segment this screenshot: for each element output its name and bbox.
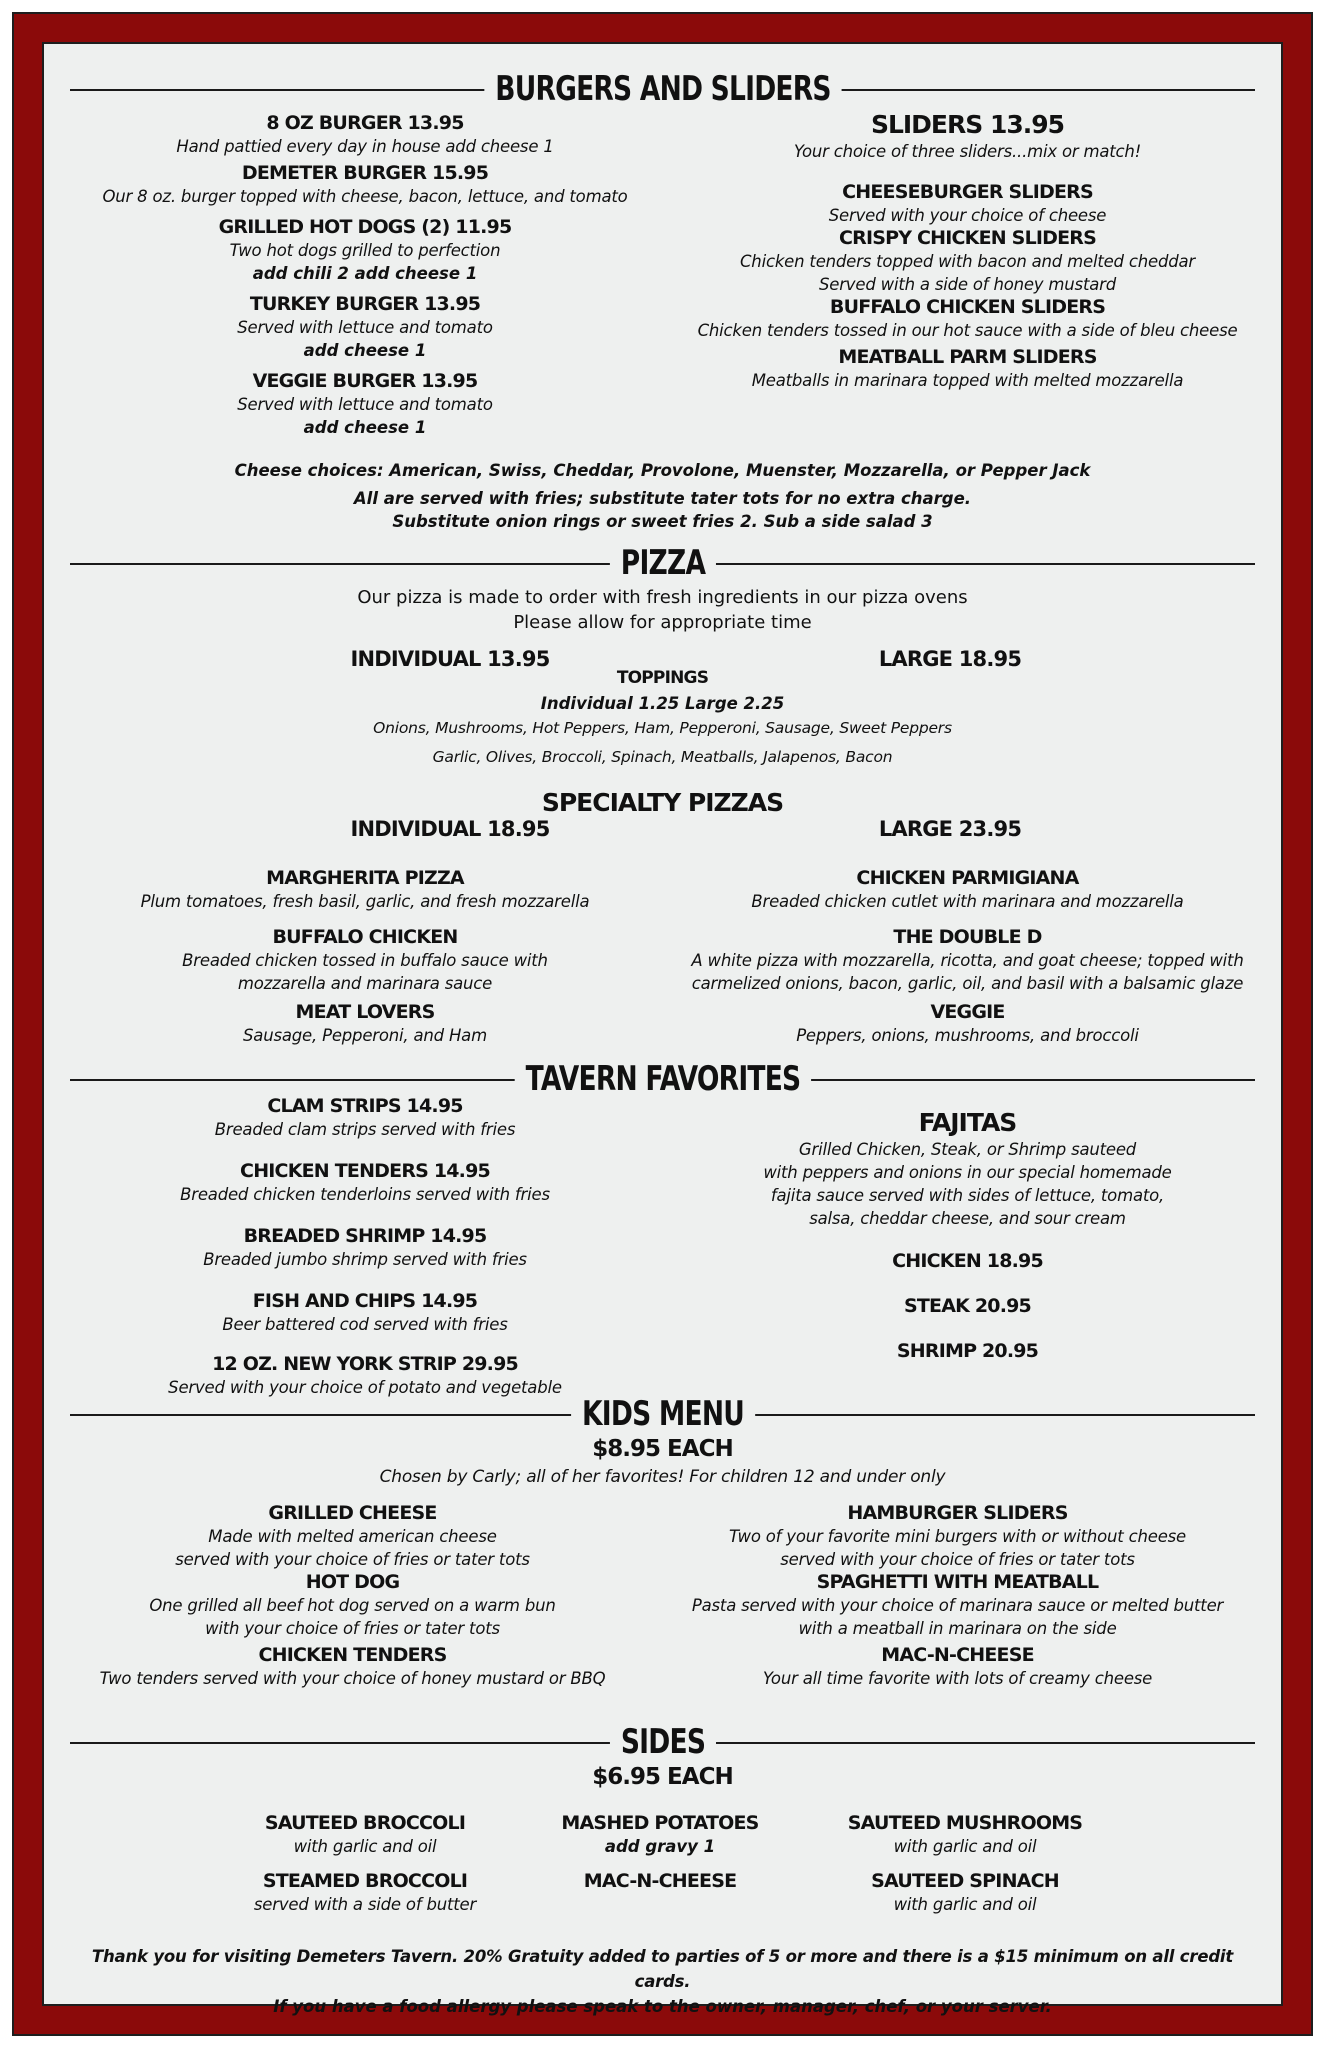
price-label: INDIVIDUAL 18.95 [350, 817, 550, 841]
item-desc: Two hot dogs grilled to perfection [229, 241, 501, 260]
specialty-individual-price [300, 818, 600, 841]
section-burgers-header [70, 64, 1255, 114]
item-desc: Served with your choice of potato and vegetable [168, 1378, 562, 1397]
item-desc: A white pizza with mozzarella, ricotta, and goat cheese; topped with [691, 951, 1244, 970]
price-label: INDIVIDUAL 13.95 [350, 647, 550, 671]
footer [62, 1944, 1263, 2019]
item-name: TURKEY BURGER 13.95 [249, 293, 481, 315]
item-name: SPAGHETTI WITH MEATBALL [816, 1571, 1099, 1593]
item-name: MAC-N-CHEESE [583, 1870, 737, 1892]
sliders-subtitle: Your choice of three sliders...mix or match! [793, 142, 1142, 161]
item-desc: Your all time favorite with lots of creamy cheese [762, 1669, 1153, 1688]
item-name: STEAMED BROCCOLI [262, 1870, 468, 1892]
item-desc: Two tenders served with your choice of honey mustard or BBQ [99, 1669, 606, 1688]
item-name: FISH AND CHIPS 14.95 [252, 1290, 478, 1312]
fajitas-column [680, 1108, 1255, 1363]
item-desc: mozzarella and marinara sauce [237, 974, 493, 993]
item-desc: Made with melted american cheese [208, 1527, 497, 1546]
item-desc: Two of your favorite mini burgers with or without cheese [728, 1527, 1186, 1546]
specialty-right-column [680, 867, 1255, 1047]
item-name: VEGGIE [930, 1001, 1005, 1023]
item-desc: Meatballs in marinara topped with melted mozzarella [751, 371, 1184, 390]
section-kids-header [70, 1389, 1255, 1439]
sides-column-3 [800, 1812, 1130, 1916]
section-title: PIZZA [609, 543, 715, 583]
item-desc: with a meatball in marinara on the side [798, 1619, 1117, 1638]
cheese-choices: Cheese choices: American, Swiss, Cheddar, Provolone, Muenster, Mozzarella, or Pepper Jack [234, 461, 1091, 480]
item-name: HAMBURGER SLIDERS [847, 1502, 1068, 1524]
item-name: MEATBALL PARM SLIDERS [838, 346, 1097, 368]
kids-intro [70, 1435, 1255, 1489]
item-addon: add cheese 1 [303, 418, 427, 437]
specialty-large-price [800, 818, 1100, 841]
item-desc: served with a side of butter [253, 1895, 477, 1914]
fajitas-desc: salsa, cheddar cheese, and sour cream [809, 1209, 1126, 1228]
item-name: 12 OZ. NEW YORK STRIP 29.95 [212, 1353, 518, 1375]
item-name: MAC-N-CHEESE [881, 1644, 1034, 1666]
item-name: MASHED POTATOES [561, 1812, 759, 1834]
substitute-note: Substitute onion rings or sweet fries 2. Sub a side salad 3 [392, 512, 933, 531]
item-name: CHICKEN TENDERS [258, 1644, 447, 1666]
fajitas-price: CHICKEN 18.95 [892, 1250, 1043, 1272]
burgers-notes [70, 459, 1255, 533]
burgers-left-column [80, 112, 650, 439]
item-desc: Hand pattied every day in house add cheese 1 [176, 137, 554, 156]
item-desc: Served with your choice of cheese [828, 206, 1107, 225]
sliders-heading: SLIDERS 13.95 [870, 110, 1065, 139]
section-title: BURGERS AND SLIDERS [484, 69, 841, 109]
fajitas-title: FAJITAS [918, 1108, 1017, 1137]
footer-line: Thank you for visiting Demeters Tavern. 20% Gratuity added to parties of 5 or more and there is a $15 minimum on all credit cards. [91, 1947, 1234, 1991]
item-name: MEAT LOVERS [295, 1001, 435, 1023]
fajitas-desc: Grilled Chicken, Steak, or Shrimp sauteed [798, 1140, 1137, 1159]
kids-right-column [680, 1502, 1235, 1690]
item-name: CHICKEN TENDERS 14.95 [240, 1160, 490, 1182]
item-name: GRILLED CHEESE [268, 1502, 437, 1524]
item-desc: Breaded chicken cutlet with marinara and mozzarella [751, 892, 1184, 911]
item-desc: carmelized onions, bacon, garlic, oil, and basil with a balsamic glaze [691, 974, 1244, 993]
item-desc: Plum tomatoes, fresh basil, garlic, and fresh mozzarella [140, 892, 590, 911]
kids-left-column [80, 1502, 625, 1690]
item-name: BUFFALO CHICKEN [272, 926, 458, 948]
sides-price: $6.95 EACH [592, 1764, 733, 1790]
item-name: SAUTEED BROCCOLI [264, 1812, 466, 1834]
item-desc: One grilled all beef hot dog served on a warm bun [149, 1596, 556, 1615]
fajitas-price: STEAK 20.95 [904, 1295, 1031, 1317]
sliders-right-column [690, 110, 1245, 392]
item-desc: Beer battered cod served with fries [222, 1315, 508, 1334]
item-desc: with your choice of fries or tater tots [205, 1619, 500, 1638]
fajitas-price: SHRIMP 20.95 [896, 1340, 1039, 1362]
item-desc: served with your choice of fries or tater tots [780, 1550, 1135, 1569]
item-desc: with garlic and oil [893, 1837, 1037, 1856]
toppings-prices: Individual 1.25 Large 2.25 [540, 694, 785, 713]
pizza-intro-line: Our pizza is made to order with fresh ingredients in our pizza ovens [357, 587, 968, 608]
item-addon: add chili 2 add cheese 1 [252, 264, 478, 283]
item-name: VEGGIE BURGER 13.95 [252, 370, 478, 392]
toppings-list: Onions, Mushrooms, Hot Peppers, Ham, Pepperoni, Sausage, Sweet Peppers [373, 719, 952, 737]
item-desc: with garlic and oil [893, 1895, 1037, 1914]
section-title: TAVERN FAVORITES [514, 1059, 811, 1099]
item-desc: served with your choice of fries or tater tots [175, 1550, 530, 1569]
item-desc: Chicken tenders topped with bacon and melted cheddar [739, 252, 1196, 271]
item-addon: add gravy 1 [604, 1837, 716, 1856]
price-label: LARGE 18.95 [878, 647, 1022, 671]
pizza-intro [70, 585, 1255, 635]
pizza-intro-line: Please allow for appropriate time [513, 612, 812, 633]
tavern-left-column [80, 1095, 650, 1399]
item-desc: Peppers, onions, mushrooms, and broccoli [796, 1026, 1139, 1045]
item-desc: Served with lettuce and tomato [237, 318, 493, 337]
item-addon: add cheese 1 [303, 341, 427, 360]
specialty-left-column [80, 867, 650, 1047]
item-name: THE DOUBLE D [893, 926, 1042, 948]
sides-column-2 [495, 1812, 825, 1893]
item-name: BUFFALO CHICKEN SLIDERS [829, 296, 1106, 318]
item-name: 8 OZ BURGER 13.95 [266, 112, 464, 134]
item-desc: Chicken tenders tossed in our hot sauce with a side of bleu cheese [697, 321, 1238, 340]
sides-price-block [70, 1763, 1255, 1791]
kids-price: $8.95 EACH [592, 1436, 733, 1462]
item-desc: Our 8 oz. burger topped with cheese, bacon, lettuce, and tomato [102, 187, 628, 206]
fajitas-desc: fajita sauce served with sides of lettuce, tomato, [770, 1186, 1165, 1205]
item-name: CHEESEBURGER SLIDERS [842, 181, 1093, 203]
fajitas-desc: with peppers and onions in our special homemade [763, 1163, 1172, 1182]
sides-column-1 [200, 1812, 530, 1916]
toppings-label: TOPPINGS [616, 668, 709, 688]
item-name: SAUTEED MUSHROOMS [847, 1812, 1083, 1834]
pizza-toppings [70, 667, 1255, 769]
toppings-list: Garlic, Olives, Broccoli, Spinach, Meatballs, Jalapenos, Bacon [432, 748, 893, 766]
footer-line: If you have a food allergy please speak to the owner, manager, chef, or your server. [273, 1997, 1052, 2016]
item-desc: Served with lettuce and tomato [237, 395, 493, 414]
item-desc: with garlic and oil [293, 1837, 437, 1856]
item-desc: Served with a side of honey mustard [819, 275, 1116, 294]
item-name: CLAM STRIPS 14.95 [267, 1095, 463, 1117]
price-label: LARGE 23.95 [878, 817, 1022, 841]
section-title: SIDES [609, 1722, 715, 1762]
fries-note: All are served with fries; substitute tater tots for no extra charge. [353, 489, 972, 508]
section-title: KIDS MENU [571, 1394, 755, 1434]
item-desc: Breaded clam strips served with fries [214, 1120, 516, 1139]
item-name: HOT DOG [305, 1571, 400, 1593]
item-name: CRISPY CHICKEN SLIDERS [838, 227, 1097, 249]
kids-note: Chosen by Carly; all of her favorites! For children 12 and under only [379, 1467, 946, 1487]
item-desc: Sausage, Pepperoni, and Ham [243, 1026, 487, 1045]
item-desc: Breaded jumbo shrimp served with fries [203, 1250, 527, 1269]
section-sides-header [70, 1717, 1255, 1767]
item-name: CHICKEN PARMIGIANA [856, 867, 1079, 889]
item-name: SAUTEED SPINACH [871, 1870, 1059, 1892]
section-pizza-header [70, 538, 1255, 588]
subsection-title: SPECIALTY PIZZAS [541, 788, 784, 817]
item-desc: Breaded chicken tossed in buffalo sauce with [182, 951, 548, 970]
item-name: MARGHERITA PIZZA [266, 867, 464, 889]
specialty-pizzas-title [70, 788, 1255, 818]
item-name: GRILLED HOT DOGS (2) 11.95 [218, 216, 512, 238]
item-name: BREADED SHRIMP 14.95 [243, 1225, 487, 1247]
item-name: DEMETER BURGER 15.95 [241, 162, 489, 184]
item-desc: Pasta served with your choice of marinara sauce or melted butter [691, 1596, 1224, 1615]
item-desc: Breaded chicken tenderloins served with fries [180, 1185, 550, 1204]
